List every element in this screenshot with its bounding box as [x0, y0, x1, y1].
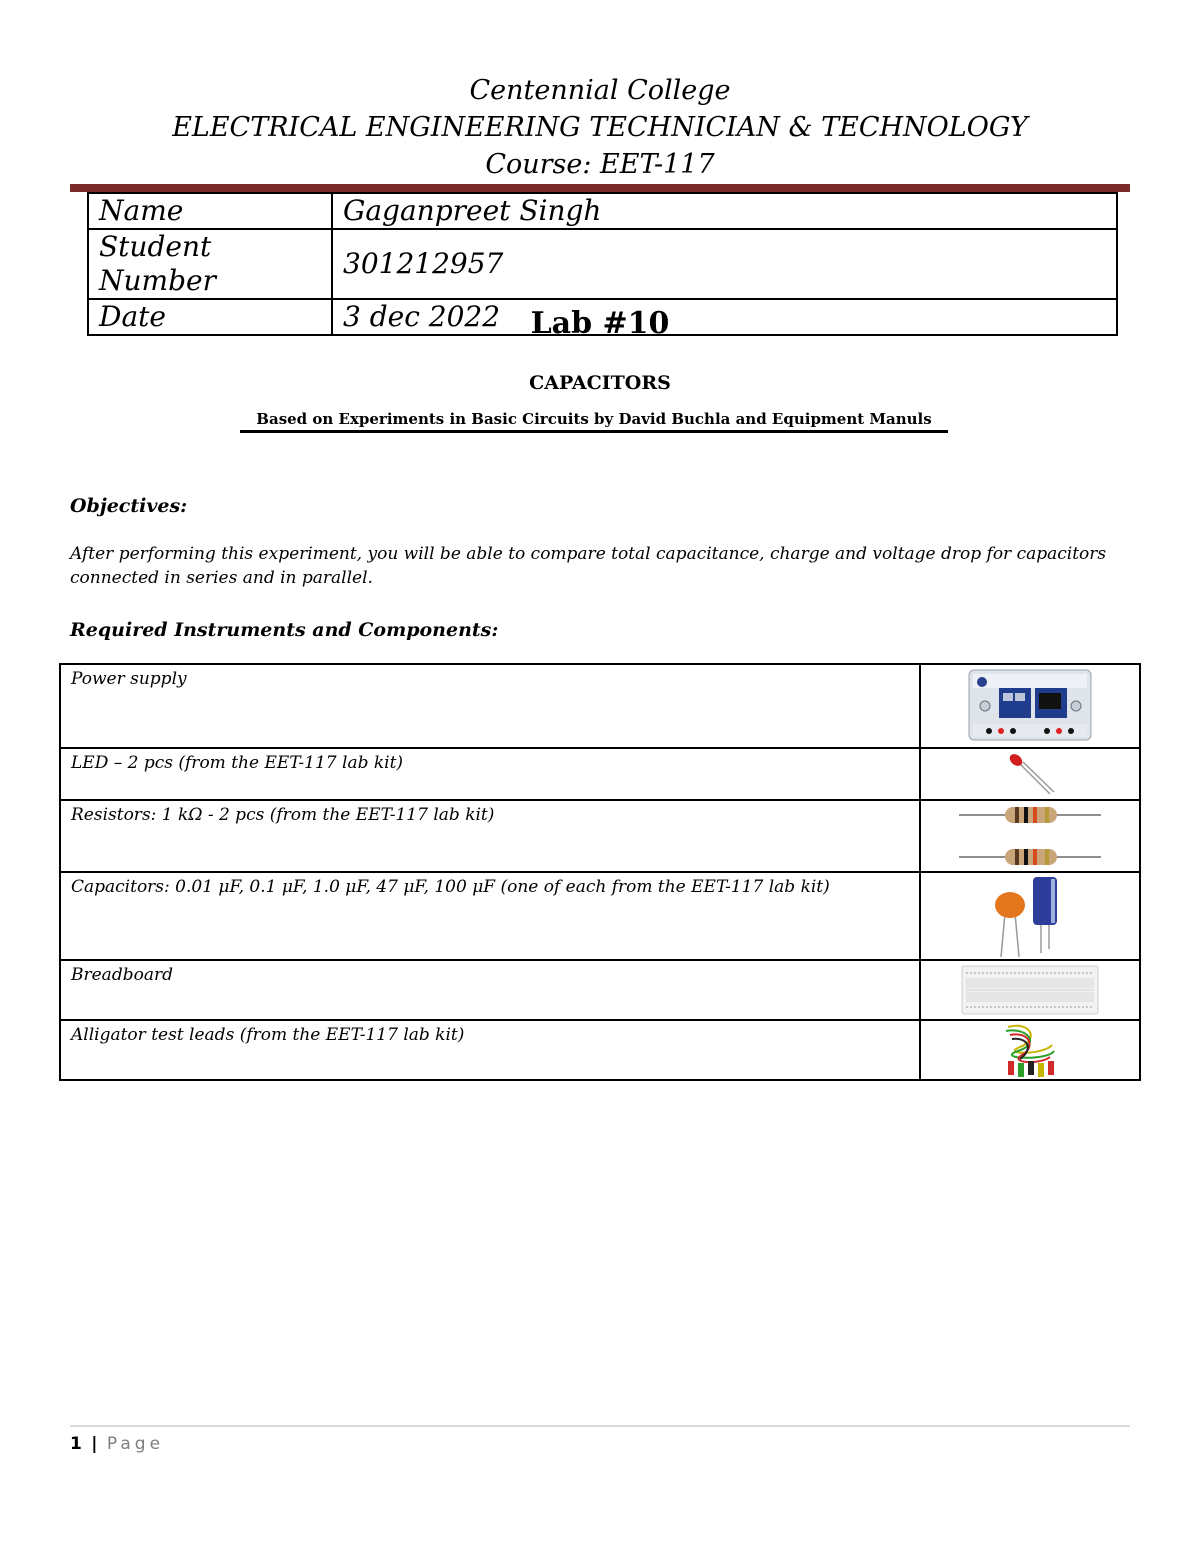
table-row — [88, 193, 1117, 229]
lab-title: Lab #10 — [530, 306, 670, 341]
objectives-heading: Objectives: — [70, 495, 188, 517]
required-heading: Required Instruments and Components: — [70, 619, 499, 641]
component-label: Breadboard — [60, 960, 920, 1020]
component-label: Power supply — [60, 664, 920, 748]
header-divider — [70, 184, 1130, 192]
program-name: ELECTRICAL ENGINEERING TECHNICIAN & TECHNOLOGY — [172, 112, 1028, 143]
name-label: Name — [88, 193, 332, 229]
table-row — [88, 229, 1117, 299]
student-number-label: Student Number — [88, 229, 332, 299]
document-header — [0, 72, 1200, 183]
page-footer — [70, 1434, 164, 1454]
table-row — [60, 800, 1140, 872]
component-label: Resistors: 1 kΩ - 2 pcs (from the EET-117 lab kit) — [60, 800, 920, 872]
student-number-value: 301212957 — [332, 229, 1117, 299]
footer-separator: | — [91, 1434, 98, 1454]
resistors-image — [920, 800, 1140, 872]
lab-subtitle: CAPACITORS — [529, 372, 671, 394]
components-table — [59, 663, 1141, 1081]
power-supply-image — [920, 664, 1140, 748]
table-row — [60, 960, 1140, 1020]
college-name: Centennial College — [469, 75, 731, 106]
component-label: Alligator test leads (from the EET-117 lab kit) — [60, 1020, 920, 1080]
table-row — [60, 1020, 1140, 1080]
table-row — [60, 872, 1140, 960]
alligator-leads-image — [920, 1020, 1140, 1080]
led-image — [920, 748, 1140, 800]
based-on-note: Based on Experiments in Basic Circuits by David Buchla and Equipment Manuls — [240, 410, 948, 433]
footer-divider — [70, 1425, 1130, 1427]
date-label: Date — [88, 299, 332, 335]
page-label: Page — [106, 1434, 165, 1454]
capacitors-image — [920, 872, 1140, 960]
breadboard-image — [920, 960, 1140, 1020]
component-label: Capacitors: 0.01 μF, 0.1 μF, 1.0 μF, 47 μF, 100 μF (one of each from the EET-117 lab kit) — [60, 872, 920, 960]
name-value: Gaganpreet Singh — [332, 193, 1117, 229]
course-code: Course: EET-117 — [485, 149, 715, 180]
page-number: 1 — [70, 1434, 82, 1454]
date-value: 3 dec 2022 — [332, 299, 1117, 335]
table-row — [60, 664, 1140, 748]
objectives-text: After performing this experiment, you will be able to compare total capacitance, charge and voltage drop for capacitors connected in series and in parallel. — [70, 544, 1107, 588]
component-label: LED – 2 pcs (from the EET-117 lab kit) — [60, 748, 920, 800]
table-row — [60, 748, 1140, 800]
